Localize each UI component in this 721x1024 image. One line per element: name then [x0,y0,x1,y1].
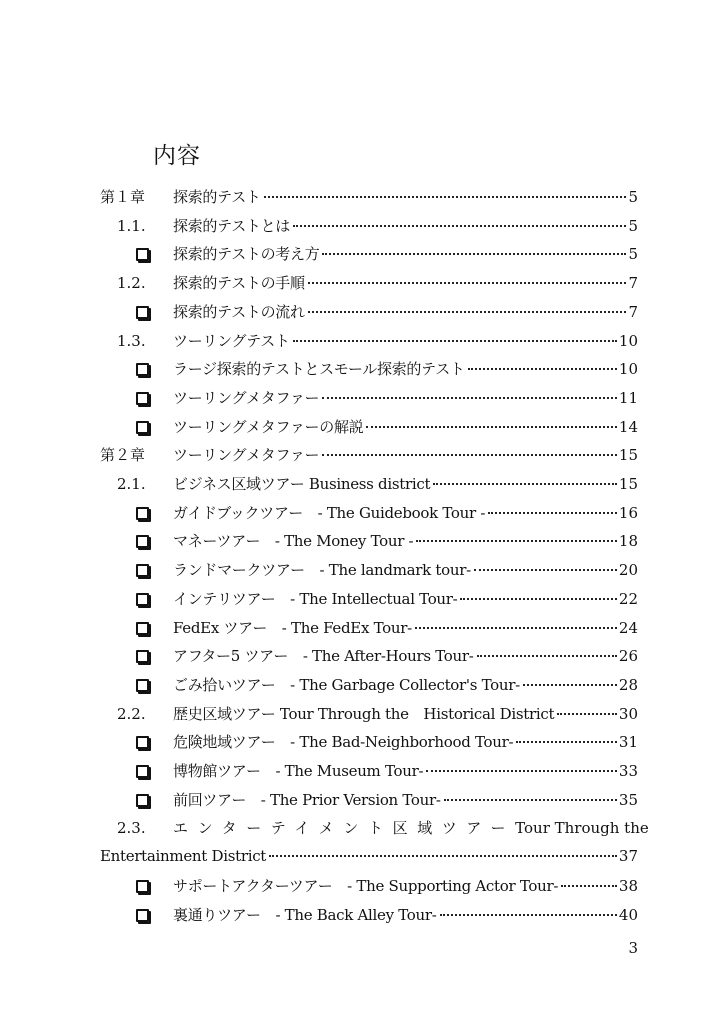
dot-leader [366,426,617,428]
dot-leader [308,311,627,313]
page-number: 3 [628,939,638,957]
toc-entry-bullet[interactable] [100,614,638,642]
toc-page-number: 5 [628,245,638,264]
checkbox-bullet-icon [136,650,149,663]
toc-entry-bullet[interactable] [100,527,638,555]
toc-page-number: 18 [618,532,638,551]
toc-entry-bullet[interactable] [100,585,638,613]
toc-entry-label: 探索的テストとは [173,216,291,235]
dot-leader [415,627,617,629]
toc-entry-line [173,470,638,498]
toc-entry-label: マネーツアー - The Money Tour - [173,532,414,551]
toc-entry-label: 探索的テスト [173,188,261,206]
toc-page-number: 24 [618,618,638,637]
checkbox-bullet-icon [136,363,149,376]
toc-entry-bullet[interactable] [100,499,638,527]
toc-page-number: 33 [618,762,638,780]
toc-page-number: 28 [618,675,638,694]
toc-entry-label: ビジネス区域ツアー Business district [173,475,431,493]
toc-entry-section[interactable] [100,700,638,728]
checkbox-bullet-icon [136,880,149,893]
checkbox-bullet-icon [136,794,149,807]
toc-entry-line [173,355,638,383]
checkbox-bullet-icon [136,421,149,434]
dot-leader [293,340,617,342]
toc-page-number: 37 [618,847,638,866]
toc-entry-section[interactable] [100,327,638,355]
checkbox-bullet-icon [136,736,149,749]
toc-page-number: 10 [618,360,638,379]
toc-entry-section[interactable] [100,470,638,498]
checkbox-bullet-icon [136,248,149,261]
toc-page-number: 15 [618,475,638,493]
dot-leader [488,512,617,514]
toc-entry-line [173,786,638,814]
toc-page-number: 11 [618,388,638,407]
toc-entry-line [173,441,638,469]
toc-entry-bullet[interactable] [100,240,638,268]
toc-entry-line [173,556,638,584]
toc-entry-line [173,901,638,929]
dot-leader [269,855,617,857]
toc-entry-chapter[interactable] [100,183,638,211]
toc-entry-label: ツーリングテスト [173,331,290,350]
toc-section-number: 1.2. [117,274,146,293]
dot-leader [264,196,627,198]
toc-page-number: 14 [618,417,638,436]
toc-entry-bullet[interactable] [100,413,638,441]
dot-leader [460,598,616,600]
toc-entry-label: インテリツアー - The Intellectual Tour- [173,589,458,608]
toc-entry-bullet[interactable] [100,901,638,929]
toc-entry-label: サポートアクターツアー - The Supporting Actor Tour- [173,876,559,895]
toc-entry-bullet[interactable] [100,298,638,326]
toc-entry-label: ガイドブックツアー - The Guidebook Tour - [173,503,486,522]
toc-page-number: 38 [618,876,638,895]
dot-leader [523,684,617,686]
toc-entry-bullet[interactable] [100,671,638,699]
toc-page-number: 22 [618,589,638,608]
toc-entry-line [173,757,638,785]
toc-entry-bullet[interactable] [100,384,638,412]
toc-entry-label: ツーリングメタファーの解説 [173,417,364,436]
toc-chapter-number: 第１章 [100,188,146,206]
toc-entry-line [173,700,638,728]
toc-entry-bullet[interactable] [100,728,638,756]
toc-entry-line [173,212,638,240]
toc-entry-bullet[interactable] [100,786,638,814]
toc-entry-label: ツーリングメタファー [173,446,320,465]
dot-leader [477,655,617,657]
toc-page-number: 40 [618,905,638,924]
toc-section-number: 2.3. [117,819,146,838]
toc-entry-wrap[interactable] [100,814,649,870]
toc-entry-line [173,585,638,613]
toc-entry-label-line2 [100,842,638,870]
checkbox-bullet-icon [136,507,149,520]
checkbox-bullet-icon [136,535,149,548]
dot-leader [474,569,617,571]
toc-page-number: 31 [618,733,638,752]
toc-entry-label: 探索的テストの流れ [173,302,305,321]
dot-leader [557,713,617,715]
toc-entry-label: 探索的テストの手順 [173,274,305,293]
dot-leader [426,770,617,772]
dot-leader [308,282,627,284]
toc-entry-label: FedEx ツアー - The FedEx Tour- [173,618,412,637]
toc-section-number: 1.3. [117,331,146,350]
toc-section-number: 2.1. [117,475,146,493]
dot-leader [444,799,617,801]
checkbox-bullet-icon [136,564,149,577]
dot-leader [468,368,617,370]
toc-page-number: 7 [628,302,638,321]
toc-entry-line [173,614,638,642]
dot-leader [440,914,617,916]
toc-entry-line [173,728,638,756]
toc-entry-bullet[interactable] [100,355,638,383]
checkbox-bullet-icon [136,593,149,606]
dot-leader [561,885,617,887]
toc-entry-line [173,183,638,211]
toc-page-number: 20 [618,561,638,580]
toc-entry-line [173,671,638,699]
dot-leader [416,540,617,542]
dot-leader [293,225,626,227]
toc-entry-line [173,327,638,355]
toc-entry-label-en: Tour Through the [515,819,649,838]
dot-leader [433,483,617,485]
toc-chapter-number: 第２章 [100,446,146,465]
toc-entry-chapter[interactable] [100,441,638,469]
toc-page-number: 10 [618,331,638,350]
checkbox-bullet-icon [136,392,149,405]
toc-entry-bullet[interactable] [100,872,638,900]
dot-leader [322,397,617,399]
dot-leader [322,454,617,456]
toc-entry-label: ごみ拾いツアー - The Garbage Collector's Tour- [173,675,520,694]
toc-page-number: 7 [628,274,638,293]
toc-entry-line [173,384,638,412]
toc-page-number: 5 [628,188,638,206]
dot-leader [322,253,626,255]
toc-entry-line [173,527,638,555]
toc-entry-label: アフター5 ツアー - The After-Hours Tour- [173,647,474,666]
toc-entry-bullet[interactable] [100,757,638,785]
toc-entry-line [173,269,638,297]
toc-page-number: 26 [618,647,638,666]
toc-entry-section[interactable] [100,269,638,297]
toc-entry-label: 探索的テストの考え方 [173,245,320,264]
toc-page-number: 30 [618,704,638,723]
checkbox-bullet-icon [136,679,149,692]
toc-entry-label: 博物館ツアー - The Museum Tour- [173,762,424,780]
toc-entry-label: 裏通りツアー - The Back Alley Tour- [173,905,437,924]
checkbox-bullet-icon [136,909,149,922]
toc-entry-label: 前回ツアー - The Prior Version Tour- [173,790,441,809]
toc-entry-bullet[interactable] [100,556,638,584]
dot-leader [516,741,617,743]
toc-entry-line [173,642,638,670]
toc-section-number: 1.1. [117,216,146,235]
toc-entry-line [173,240,638,268]
toc-entry-line [173,298,638,326]
toc-entry-label-jp: エンターテイメント区域ツアー [173,819,516,838]
toc-entry-line [173,499,638,527]
toc-page-number: 16 [618,503,638,522]
page-title: 内容 [153,143,201,169]
toc-entry-label: 危険地域ツアー - The Bad-Neighborhood Tour- [173,733,514,752]
checkbox-bullet-icon [136,622,149,635]
toc-page-number: 15 [618,446,638,465]
checkbox-bullet-icon [136,765,149,778]
toc-entry-line [173,872,638,900]
toc-entry-label: ラージ探索的テストとスモール探索的テスト [173,360,465,379]
toc-entry-section[interactable] [100,212,638,240]
toc-entry-label: ツーリングメタファー [173,388,320,407]
checkbox-bullet-icon [136,306,149,319]
toc-entry-bullet[interactable] [100,642,638,670]
toc-entry-line [173,413,638,441]
toc-entry-label: ランドマークツアー - The landmark tour- [173,561,471,580]
toc-section-number: 2.2. [117,704,146,723]
toc-page-number: 5 [628,216,638,235]
toc-page-number: 35 [618,790,638,809]
toc-entry-label: Entertainment District [100,847,267,866]
toc-entry-label-line1 [173,814,649,842]
toc-entry-label: 歴史区域ツアー Tour Through the Historical District [173,704,555,723]
